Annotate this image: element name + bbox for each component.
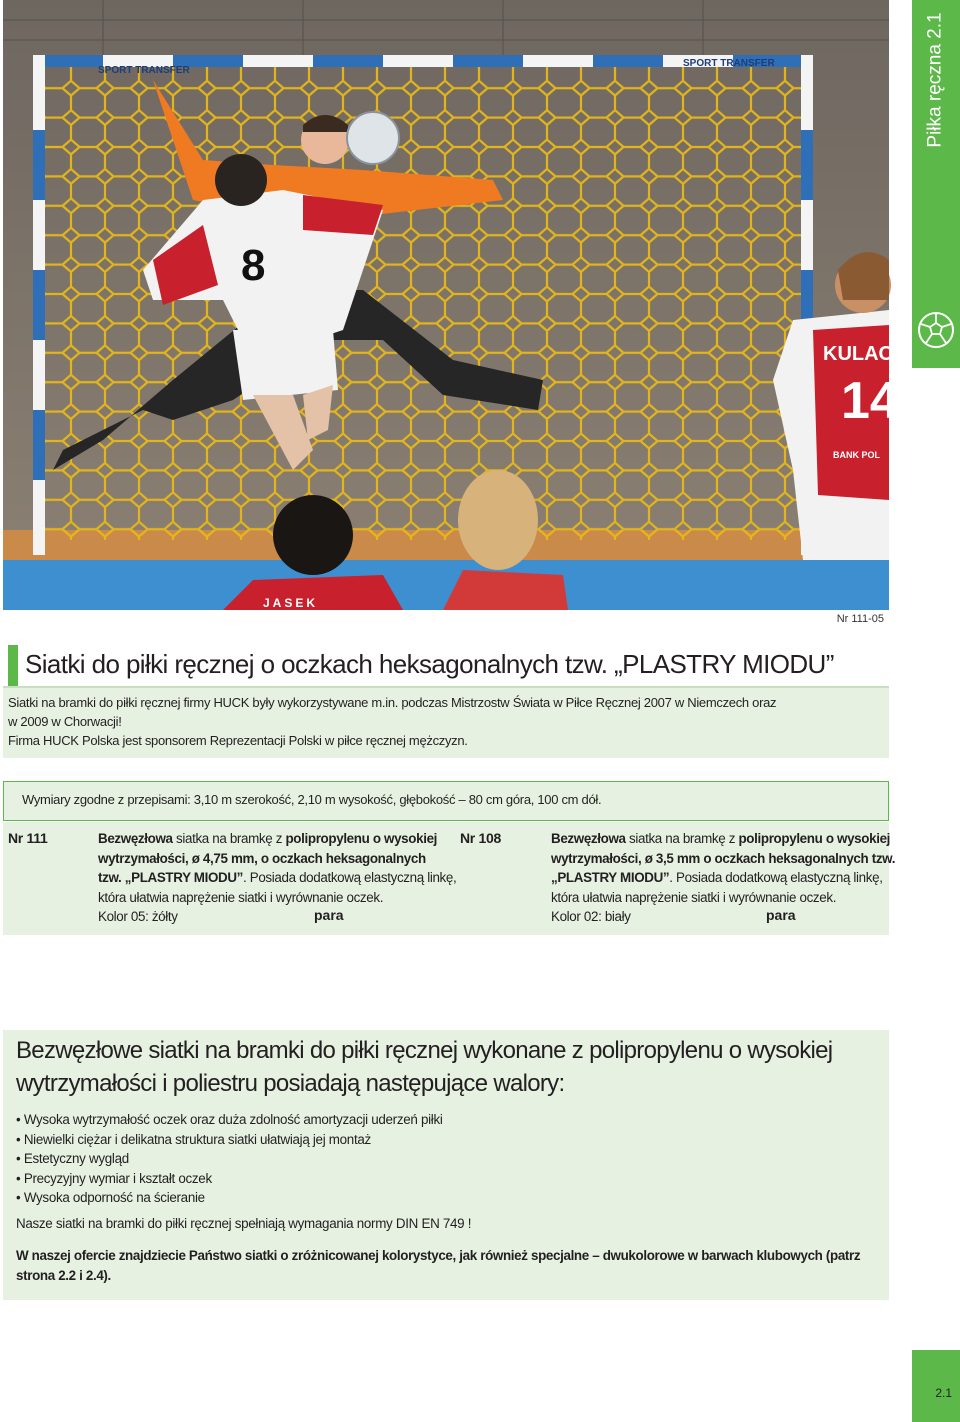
features-list — [16, 1110, 443, 1208]
handball-ball — [347, 112, 399, 164]
intro-line-1: Siatki na bramki do piłki ręcznej firmy HUCK były wykorzystywane m.in. podczas Mistrzostw Świata w Piłce Ręcznej 2007 w Niemczech oraz — [8, 695, 777, 710]
handball-goal-illustration — [3, 0, 899, 610]
list-item: • Wysoka wytrzymałość oczek oraz duża zdolność amortyzacji uderzeń piłki — [16, 1110, 443, 1130]
product-unit: para — [314, 907, 344, 923]
intro-line-2: w 2009 w Chorwacji! — [8, 714, 122, 729]
page-number: 2.1 — [935, 1386, 952, 1400]
player-name-bottom: JASEK — [263, 596, 319, 610]
product-unit: para — [766, 907, 796, 923]
product-color: Kolor 02: biały — [551, 909, 631, 924]
product-color: Kolor 05: żółty — [98, 909, 178, 924]
list-item: • Niewielki ciężar i delikatna struktura siatki ułatwiają jej montaż — [16, 1130, 443, 1150]
intro-panel — [3, 688, 889, 758]
page-number-tab — [912, 1350, 960, 1422]
banner-left: SPORT TRANSFER — [98, 65, 190, 76]
offer-note: W naszej ofercie znajdziecie Państwo siatki o zróżnicowanej kolorystyce, jak również specjalne – dwukolorowe w barwach klubowych (patrz strona 2.2 i 2.4). — [16, 1248, 861, 1283]
hero-photo — [3, 0, 899, 610]
norm-note: Nasze siatki na bramki do piłki ręcznej spełniają wymagania normy DIN EN 749 ! — [16, 1216, 472, 1231]
section-tab-label: Piłka ręczna 2.1 — [925, 12, 946, 148]
player-name-right: KULAC — [823, 343, 893, 365]
dimensions-box — [3, 781, 889, 821]
dimensions-text: Wymiary zgodne z przepisami: 3,10 m szerokość, 2,10 m wysokość, głębokość – 80 cm góra, 100 cm dół. — [22, 792, 602, 807]
list-item: • Precyzyjny wymiar i kształt oczek — [16, 1169, 443, 1189]
list-item: • Wysoka odporność na ścieranie — [16, 1188, 443, 1208]
product-description: Bezwęzłowa siatka na bramkę z polipropylenu o wysokiej wytrzymałości, ø 4,75 mm, o oczkach heksagonalnych tzw. „PLASTRY MIODU”. Posiada dodatkową elastyczną linkę, która ułatwia naprężenie siatki i wyrównanie oczek. Kolor 05: żółty — [98, 829, 443, 927]
page-title: Siatki do piłki ręcznej o oczkach heksagonalnych tzw. „PLASTRY MIODU” — [25, 649, 834, 679]
player-number-right: 14 — [841, 372, 899, 430]
handball-icon — [917, 311, 955, 349]
features-title: Bezwęzłowe siatki na bramki do piłki ręcznej wykonane z polipropylenu o wysokiej wytrzymałości i poliestru posiadają następujące walory: — [16, 1037, 833, 1097]
player-sponsor-right: BANK POL — [833, 450, 880, 460]
banner-right: SPORT TRANSFER — [683, 58, 775, 69]
intro-line-3: Firma HUCK Polska jest sponsorem Reprezentacji Polski w piłce ręcznej mężczyzn. — [8, 733, 468, 748]
product-number: Nr 108 — [460, 830, 502, 846]
product-number: Nr 111 — [8, 830, 48, 846]
product-description: Bezwęzłowa siatka na bramkę z polipropylenu o wysokiej wytrzymałości, ø 3,5 mm o oczkach heksagonalnych tzw. „PLASTRY MIODU”. Posiada dodatkową elastyczną linkę, która ułatwia naprężenie siatki i wyrównanie oczek. Kolor 02: biały — [551, 829, 896, 927]
list-item: • Estetyczny wygląd — [16, 1149, 443, 1169]
photo-reference: Nr 111-05 — [836, 613, 884, 625]
title-bar — [3, 645, 889, 688]
features-panel — [3, 1030, 889, 1300]
products-panel — [3, 822, 896, 935]
title-accent — [8, 645, 18, 686]
player-number: 8 — [241, 241, 266, 290]
